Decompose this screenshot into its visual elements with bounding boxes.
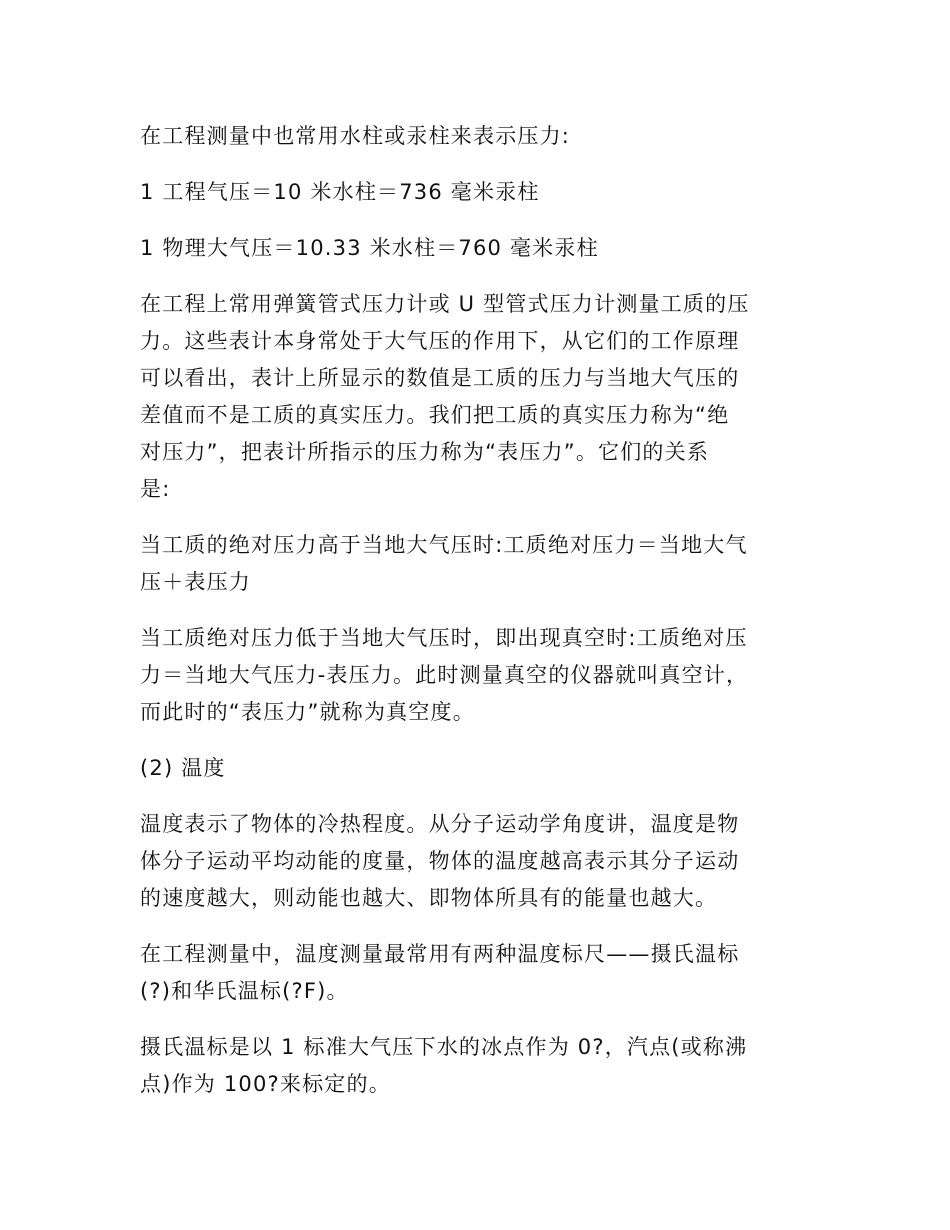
paragraph-physical-atmosphere <box>140 230 812 267</box>
text-line: 当工质绝对压力低于当地大气压时，即出现真空时:工质绝对压 <box>140 626 748 650</box>
text-line: 摄氏温标是以 1 标准大气压下水的冰点作为 0?，汽点(或称沸 <box>140 1035 748 1059</box>
section-heading-temperature <box>140 750 812 787</box>
text-line: 而此时的“表压力”就称为真空度。 <box>140 700 475 724</box>
text-line: 对压力”，把表计所指示的压力称为“表压力”。它们的关系 <box>140 440 710 464</box>
text-line: 当工质的绝对压力高于当地大气压时:工质绝对压力＝当地大气 <box>140 533 748 557</box>
text-line: (2) 温度 <box>140 756 226 780</box>
text-line: 体分子运动平均动能的度量，物体的温度越高表示其分子运动 <box>140 849 740 873</box>
text-line: 是: <box>140 477 171 501</box>
document-body <box>140 118 812 1122</box>
text-line: (?)和华氏温标(?F)。 <box>140 979 349 1003</box>
paragraph-vacuum <box>140 620 812 731</box>
text-line: 可以看出，表计上所显示的数值是工质的压力与当地大气压的 <box>140 366 740 390</box>
text-line: 力。这些表计本身常处于大气压的作用下，从它们的工作原理 <box>140 329 740 353</box>
paragraph-absolute-above-atmosphere <box>140 527 812 601</box>
paragraph-pressure-columns-intro <box>140 118 812 155</box>
text-line: 在工程测量中也常用水柱或汞柱来表示压力: <box>140 124 571 148</box>
text-line: 的速度越大，则动能也越大、即物体所具有的能量也越大。 <box>140 886 718 910</box>
text-line: 温度表示了物体的冷热程度。从分子运动学角度讲，温度是物 <box>140 812 740 836</box>
text-line: 压＋表压力 <box>140 570 251 594</box>
text-line: 1 工程气压＝10 米水柱＝736 毫米汞柱 <box>140 180 540 204</box>
text-line: 1 物理大气压＝10.33 米水柱＝760 毫米汞柱 <box>140 236 599 260</box>
text-line: 点)作为 100?来标定的。 <box>140 1072 391 1096</box>
paragraph-engineering-atmosphere <box>140 174 812 211</box>
paragraph-celsius-scale <box>140 1029 812 1103</box>
paragraph-gauge-pressure <box>140 286 812 508</box>
text-line: 在工程测量中，温度测量最常用有两种温度标尺——摄氏温标 <box>140 942 740 966</box>
text-line: 力＝当地大气压力-表压力。此时测量真空的仪器就叫真空计， <box>140 663 749 687</box>
paragraph-temperature-scales <box>140 936 812 1010</box>
text-line: 在工程上常用弹簧管式压力计或 U 型管式压力计测量工质的压 <box>140 292 750 316</box>
paragraph-temperature-definition <box>140 806 812 917</box>
text-line: 差值而不是工质的真实压力。我们把工质的真实压力称为“绝 <box>140 403 730 427</box>
